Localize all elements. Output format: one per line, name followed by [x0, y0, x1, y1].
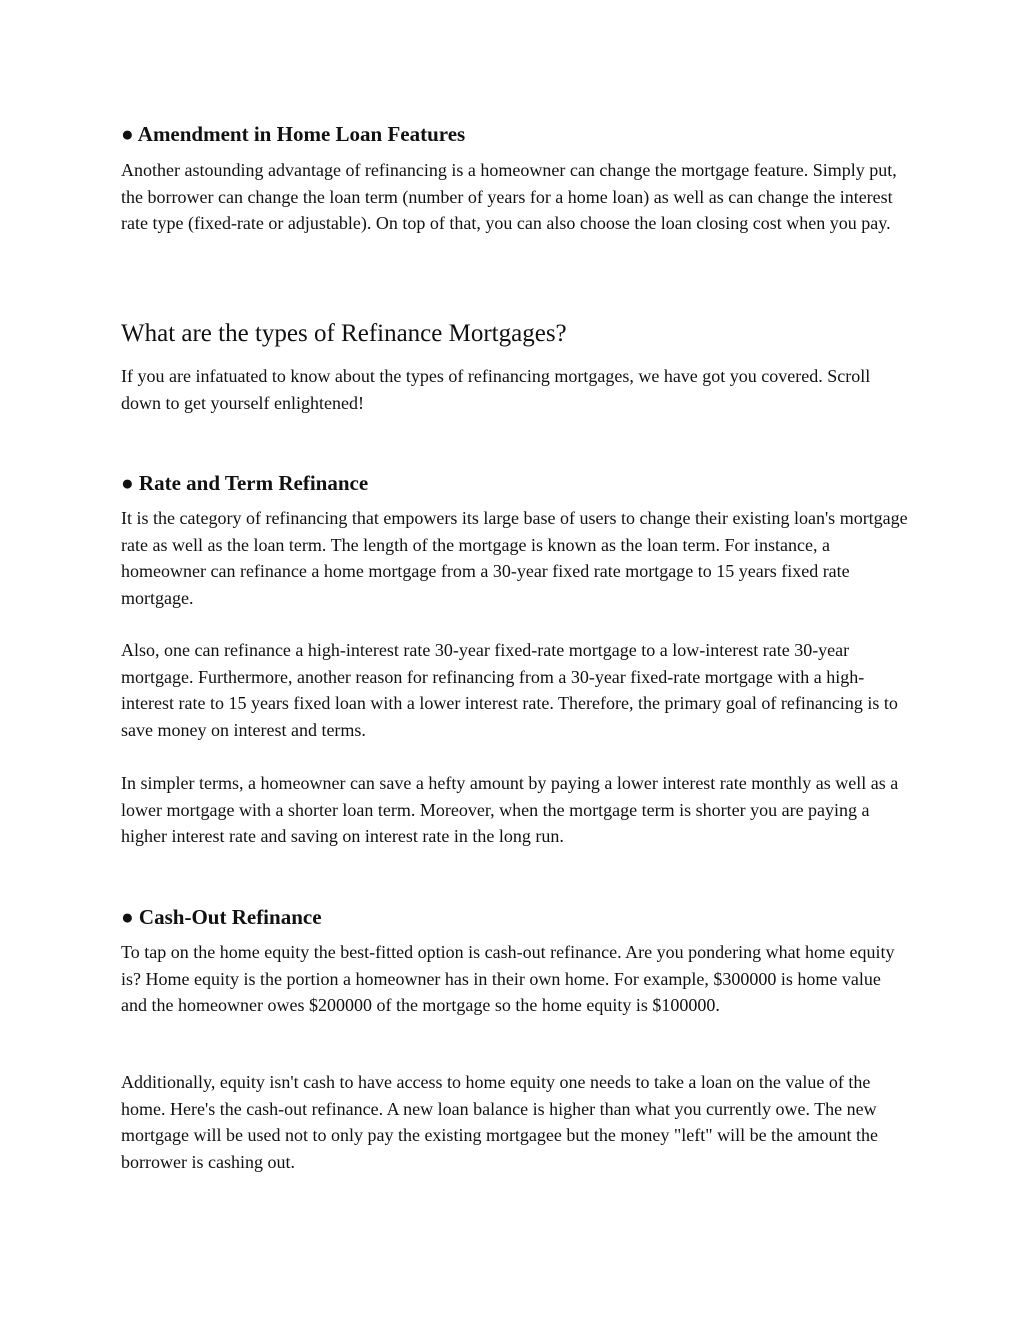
paragraph-rate-term-3: In simpler terms, a homeowner can save a hefty amount by paying a lower interest rate monthly as well as a lower mortgage with a shorter loan term. Moreover, when the mortgage term is shorter you are paying a higher interest rate and saving on interest rate in the long run.: [121, 773, 899, 847]
paragraph-rate-term-2: Also, one can refinance a high-interest rate 30-year fixed-rate mortgage to a low-interest rate 30-year mortgage. Furthermore, another reason for refinancing from a 30-year fixed-rate mortgage with a high-interest rate to 15 years fixed loan with a lower interest rate. Therefore, the primary goal of refinancing is to save money on interest and terms.: [121, 640, 898, 740]
paragraph-types: If you are infatuated to know about the types of refinancing mortgages, we have got you covered. Scroll down to get yourself enlightened!: [121, 366, 871, 413]
paragraph-cash-out-2: Additionally, equity isn't cash to have access to home equity one needs to take a loan on the value of the home. Here's the cash-out refinance. A new loan balance is higher than what you currently owe. The new mortgage will be used not to only pay the existing mortgagee but the money "left" will be the amount the borrower is cashing out.: [121, 1072, 879, 1172]
paragraph-rate-term-1: It is the category of refinancing that empowers its large base of users to change their existing loan's mortgage rate as well as the loan term. The length of the mortgage is known as the loan term. For instance, a homeowner can refinance a home mortgage from a 30-year fixed rate mortgage to 15 years fixed rate mortgage.: [121, 508, 908, 608]
heading-rate-term: ● Rate and Term Refinance: [121, 471, 369, 495]
heading-amendment: ● Amendment in Home Loan Features: [121, 122, 466, 146]
heading-cash-out: ● Cash-Out Refinance: [121, 905, 322, 929]
heading-types: What are the types of Refinance Mortgages?: [121, 320, 567, 347]
paragraph-cash-out-1: To tap on the home equity the best-fitted option is cash-out refinance. Are you pondering what home equity is? Home equity is the portion a homeowner has in their own home. For example, $300000 is home value and the homeowner owes $200000 of the mortgage so the home equity is $100000.: [121, 942, 895, 1016]
paragraph-amendment: Another astounding advantage of refinancing is a homeowner can change the mortgage feature. Simply put, the borrower can change the loan term (number of years for a home loan) as well as can change the interest rate type (fixed-rate or adjustable). On top of that, you can also choose the loan closing cost when you pay.: [121, 160, 897, 234]
